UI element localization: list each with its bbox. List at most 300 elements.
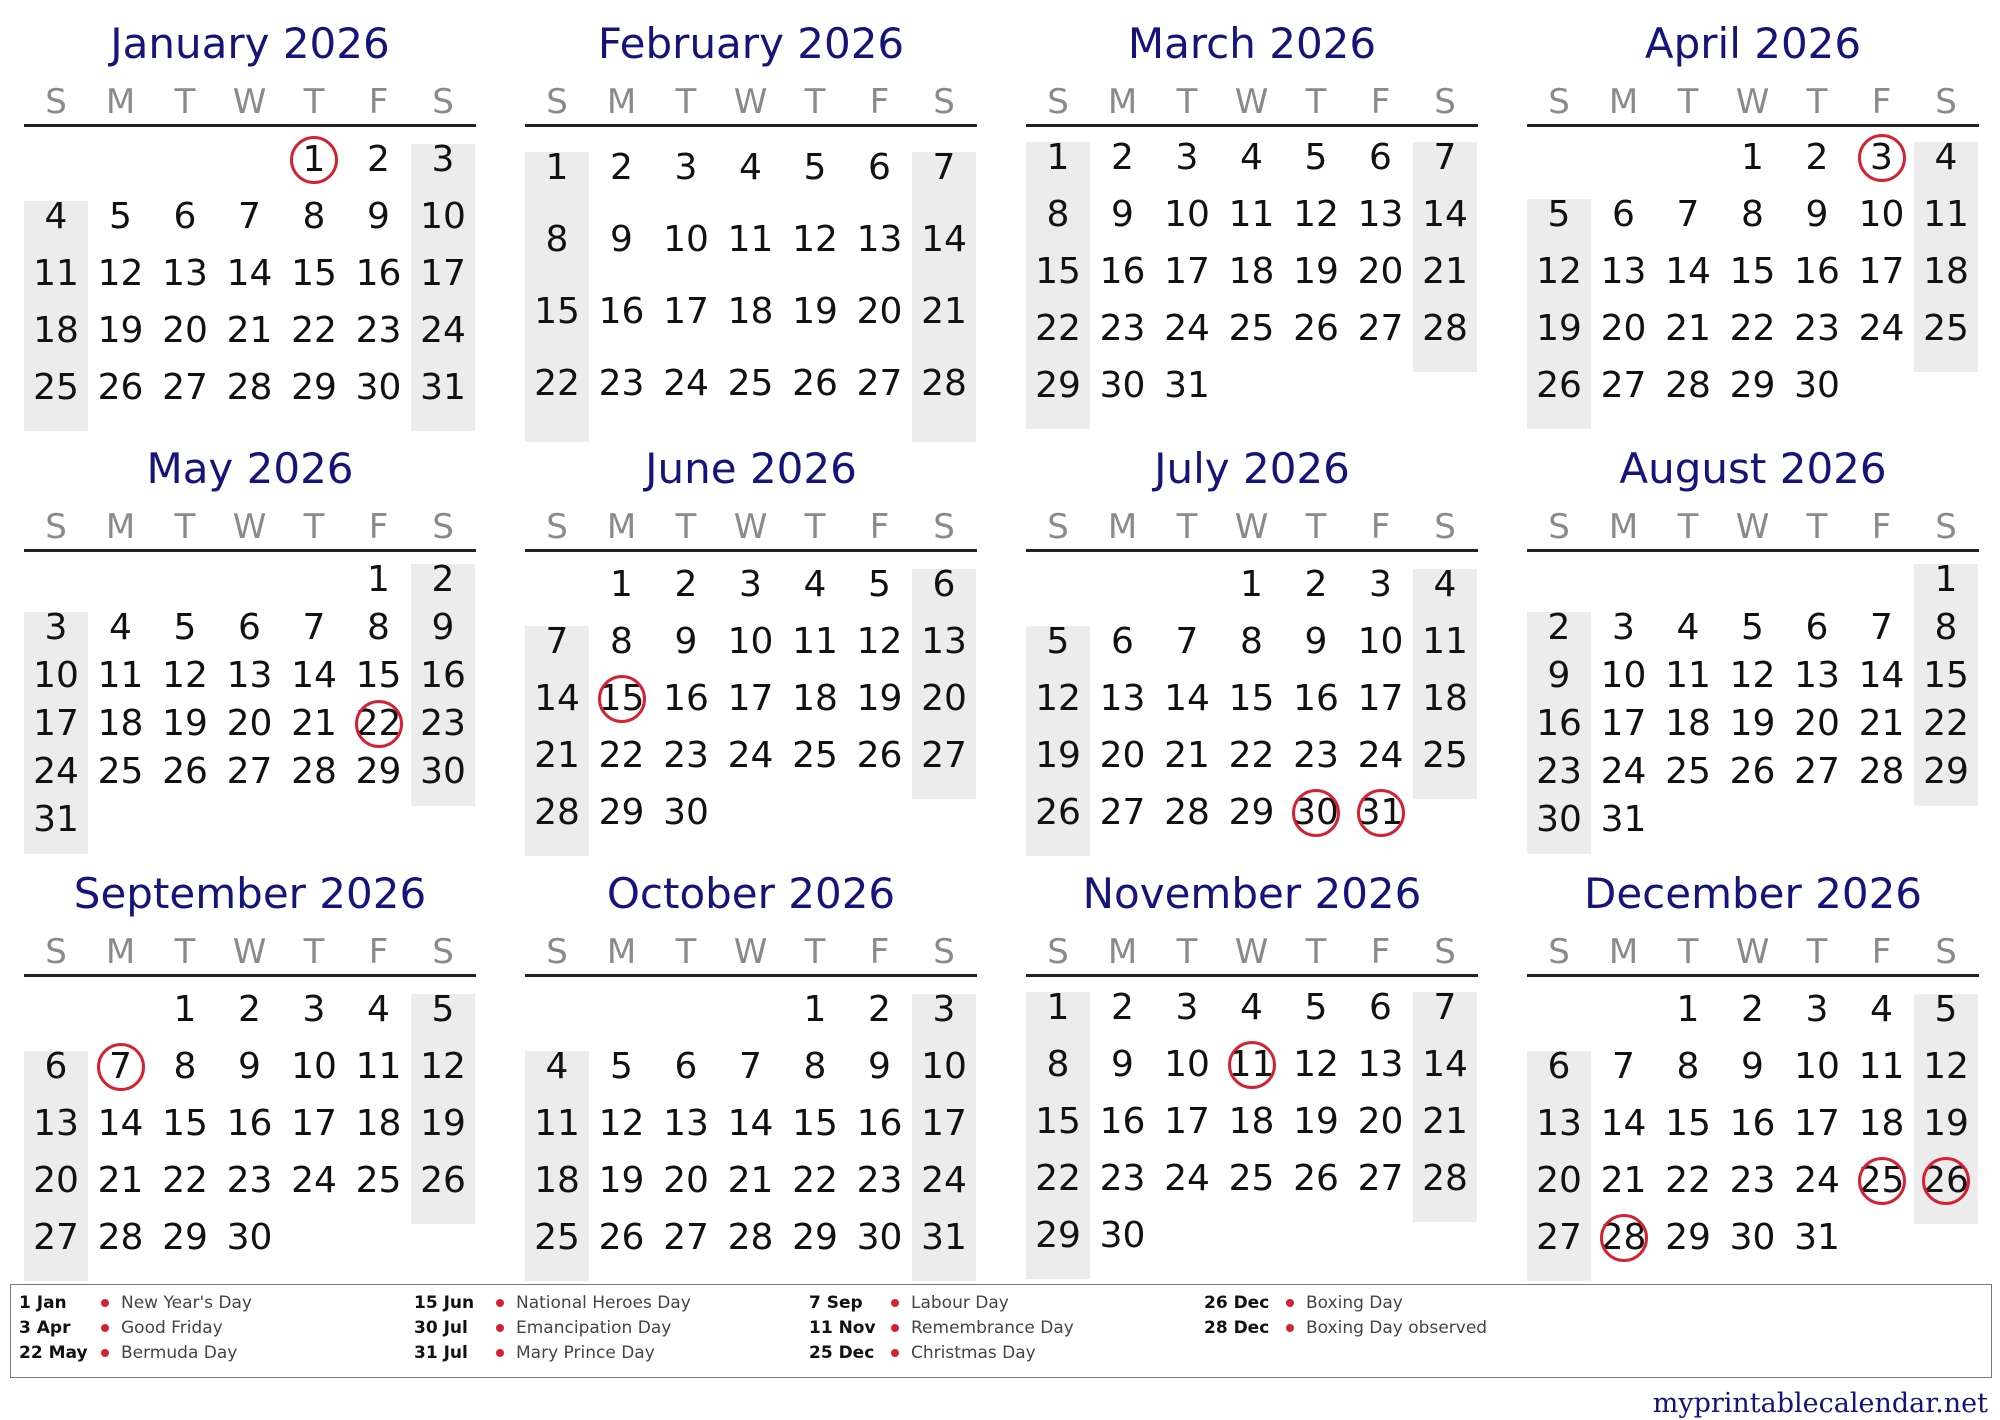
day-cell: 13: [921, 621, 967, 662]
day-cell: 30: [1794, 365, 1840, 406]
weekday-label: T: [1677, 932, 1699, 972]
day-cell: 11: [727, 219, 774, 260]
day-cell: 21: [1665, 308, 1711, 349]
weekday-label: F: [368, 932, 389, 972]
day-cell: 2: [238, 989, 261, 1030]
weekday-label: T: [1806, 82, 1828, 122]
day-cell: 12: [1293, 1044, 1339, 1085]
weekday-label: T: [675, 932, 697, 972]
day-cell: 14: [1665, 251, 1711, 292]
day-cell: 10: [727, 621, 774, 662]
day-cell: 15: [792, 1103, 838, 1144]
day-cell: 24: [1164, 308, 1210, 349]
day-cell: 20: [921, 678, 967, 719]
day-cell: 18: [1228, 1101, 1275, 1142]
day-cell: 30: [1099, 1215, 1146, 1256]
day-cell: 26: [792, 363, 838, 404]
day-cell: 5: [1934, 989, 1958, 1030]
day-cell: 11: [1228, 194, 1275, 235]
day-cell: 24: [33, 751, 79, 792]
weekday-label: T: [174, 932, 196, 972]
day-cell: 14: [1422, 194, 1468, 235]
day-cell: 10: [921, 1046, 967, 1087]
day-cell: 25: [727, 363, 774, 404]
day-cell: 21: [97, 1160, 144, 1201]
site-watermark: myprintablecalendar.net: [1652, 1388, 1988, 1419]
day-cell: 28: [1858, 751, 1905, 792]
day-cell: 17: [921, 1103, 967, 1144]
bullet-icon: [1286, 1324, 1294, 1332]
day-cell: 11: [1665, 655, 1711, 696]
weekday-label: M: [105, 932, 136, 972]
day-cell: 24: [420, 310, 466, 351]
day-cell: 27: [33, 1217, 79, 1258]
day-cell: 9: [367, 196, 390, 237]
day-cell: 15: [1665, 1103, 1711, 1144]
weekday-label: T: [1305, 932, 1327, 972]
legend-item: [19, 1316, 399, 1340]
day-cell: 25: [1923, 308, 1969, 349]
day-cell: 24: [1357, 735, 1404, 776]
day-cell: 5: [431, 989, 455, 1030]
legend-holiday-name: Boxing Day observed: [1306, 1318, 1488, 1338]
weekday-label: F: [869, 82, 890, 122]
day-cell: 23: [663, 735, 709, 776]
legend-item: [809, 1341, 1189, 1365]
day-cell: 16: [1099, 251, 1146, 292]
day-cell: 5: [109, 196, 132, 237]
day-cell: 10: [1600, 655, 1647, 696]
day-cell: 30: [1099, 365, 1146, 406]
day-cell: 6: [932, 564, 956, 605]
day-cell: 23: [355, 310, 402, 351]
day-cell: 24: [1600, 751, 1647, 792]
day-cell: 19: [1729, 703, 1776, 744]
day-cell: 23: [598, 363, 645, 404]
day-cell: 26: [162, 751, 208, 792]
weekday-label: T: [1176, 507, 1198, 547]
day-cell: 13: [1600, 251, 1647, 292]
day-cell: 29: [1228, 792, 1275, 833]
day-cell: 30: [856, 1217, 903, 1258]
header-divider: [525, 549, 977, 552]
weekday-label: S: [933, 507, 955, 547]
day-cell: 2: [367, 139, 390, 180]
day-cell: 31: [1794, 1217, 1840, 1258]
day-cell: 18: [97, 703, 144, 744]
day-cell: 28: [226, 367, 273, 408]
day-cell: 18: [1422, 678, 1468, 719]
day-cell: 16: [1293, 678, 1339, 719]
weekday-label: S: [1047, 507, 1069, 547]
legend-date: 26 Dec: [1204, 1293, 1270, 1313]
day-cell: 23: [226, 1160, 273, 1201]
legend-date: 22 May: [19, 1343, 88, 1363]
day-cell: 7: [1870, 607, 1893, 648]
weekday-label: W: [733, 507, 768, 547]
legend-date: 3 Apr: [19, 1318, 71, 1338]
day-cell: 17: [1164, 1101, 1210, 1142]
day-cell: 12: [97, 253, 144, 294]
header-divider: [24, 549, 476, 552]
day-cell: 3: [932, 989, 956, 1030]
day-cell: 16: [226, 1103, 273, 1144]
day-cell: 15: [598, 678, 645, 719]
day-cell: 15: [1035, 251, 1081, 292]
day-cell: 26: [1536, 365, 1582, 406]
legend-item: [1204, 1316, 1584, 1340]
legend-holiday-name: New Year's Day: [121, 1293, 252, 1313]
day-cell: 7: [545, 621, 569, 662]
day-cell: 11: [1228, 1044, 1275, 1085]
weekday-label: T: [303, 507, 325, 547]
day-cell: 4: [109, 607, 132, 648]
day-cell: 1: [1240, 564, 1263, 605]
day-cell: 3: [1612, 607, 1635, 648]
weekday-label: M: [1107, 507, 1138, 547]
day-cell: 21: [1164, 735, 1210, 776]
day-cell: 28: [1422, 308, 1468, 349]
day-cell: 13: [663, 1103, 709, 1144]
day-cell: 25: [792, 735, 838, 776]
day-cell: 19: [420, 1103, 466, 1144]
day-cell: 8: [1046, 1044, 1070, 1085]
day-cell: 7: [1612, 1046, 1635, 1087]
weekday-label: S: [432, 507, 454, 547]
weekday-label: F: [869, 932, 890, 972]
day-cell: 20: [33, 1160, 79, 1201]
day-cell: 30: [1293, 792, 1339, 833]
weekday-label: M: [1107, 932, 1138, 972]
weekday-label: T: [1677, 507, 1699, 547]
bullet-icon: [891, 1349, 899, 1357]
day-cell: 22: [598, 735, 645, 776]
day-cell: 8: [803, 1046, 827, 1087]
day-cell: 24: [663, 363, 709, 404]
day-cell: 17: [1600, 703, 1647, 744]
day-cell: 4: [1433, 564, 1457, 605]
weekday-label: W: [733, 932, 768, 972]
day-cell: 6: [1805, 607, 1829, 648]
day-cell: 12: [162, 655, 208, 696]
header-divider: [1026, 549, 1478, 552]
month-title: August 2026: [1619, 444, 1887, 493]
day-cell: 7: [1175, 621, 1199, 662]
day-cell: 20: [1536, 1160, 1582, 1201]
day-cell: 27: [1794, 751, 1840, 792]
day-cell: 31: [921, 1217, 967, 1258]
day-cell: 11: [1422, 621, 1468, 662]
day-cell: 23: [1536, 751, 1582, 792]
day-cell: 17: [727, 678, 774, 719]
legend-date: 7 Sep: [809, 1293, 863, 1313]
weekday-label: W: [1234, 507, 1269, 547]
day-cell: 8: [1676, 1046, 1700, 1087]
day-cell: 23: [856, 1160, 903, 1201]
weekday-label: W: [1234, 932, 1269, 972]
day-cell: 11: [33, 253, 79, 294]
day-cell: 28: [1164, 792, 1210, 833]
day-cell: 9: [1547, 655, 1571, 696]
day-cell: 21: [1422, 1101, 1468, 1142]
day-cell: 21: [1422, 251, 1468, 292]
day-cell: 25: [1422, 735, 1468, 776]
day-cell: 2: [431, 559, 455, 600]
day-cell: 10: [1164, 194, 1210, 235]
day-cell: 1: [803, 989, 827, 1030]
weekday-label: W: [232, 507, 267, 547]
weekday-label: W: [1735, 507, 1770, 547]
bullet-icon: [891, 1299, 899, 1307]
day-cell: 20: [1794, 703, 1840, 744]
day-cell: 12: [1729, 655, 1776, 696]
day-cell: 14: [226, 253, 273, 294]
legend-date: 28 Dec: [1204, 1318, 1270, 1338]
day-cell: 9: [431, 607, 455, 648]
day-cell: 12: [598, 1103, 645, 1144]
weekday-label: S: [432, 82, 454, 122]
header-divider: [24, 124, 476, 127]
day-cell: 6: [173, 196, 197, 237]
weekday-label: M: [1608, 82, 1639, 122]
day-cell: 23: [1099, 1158, 1146, 1199]
day-cell: 19: [856, 678, 903, 719]
weekday-label: W: [1735, 82, 1770, 122]
day-cell: 10: [291, 1046, 337, 1087]
day-cell: 27: [1357, 308, 1404, 349]
day-cell: 11: [534, 1103, 580, 1144]
day-cell: 11: [355, 1046, 402, 1087]
header-divider: [24, 974, 476, 977]
day-cell: 6: [238, 607, 261, 648]
day-cell: 23: [1099, 308, 1146, 349]
day-cell: 7: [739, 1046, 762, 1087]
day-cell: 21: [921, 291, 967, 332]
legend-holiday-name: Labour Day: [911, 1293, 1009, 1313]
day-cell: 15: [1228, 678, 1275, 719]
day-cell: 14: [1422, 1044, 1468, 1085]
day-cell: 28: [291, 751, 337, 792]
month-title: November 2026: [1082, 869, 1422, 918]
day-cell: 26: [1729, 751, 1776, 792]
day-cell: 3: [1805, 989, 1829, 1030]
weekday-label: T: [1176, 932, 1198, 972]
day-cell: 20: [856, 291, 903, 332]
day-cell: 22: [291, 310, 337, 351]
day-cell: 5: [1741, 607, 1764, 648]
day-cell: 4: [803, 564, 827, 605]
weekday-label: T: [174, 82, 196, 122]
weekday-label: T: [303, 82, 325, 122]
day-cell: 15: [162, 1103, 208, 1144]
weekday-label: T: [1305, 507, 1327, 547]
day-cell: 17: [420, 253, 466, 294]
day-cell: 9: [1111, 1044, 1134, 1085]
day-cell: 3: [431, 139, 455, 180]
day-cell: 7: [238, 196, 261, 237]
day-cell: 25: [1228, 308, 1275, 349]
day-cell: 29: [1729, 365, 1776, 406]
legend-date: 31 Jul: [414, 1343, 468, 1363]
day-cell: 9: [1741, 1046, 1764, 1087]
day-cell: 10: [1858, 194, 1905, 235]
weekday-label: T: [1806, 507, 1828, 547]
day-cell: 29: [291, 367, 337, 408]
day-cell: 21: [1600, 1160, 1647, 1201]
day-cell: 13: [1536, 1103, 1582, 1144]
day-cell: 18: [1665, 703, 1711, 744]
weekday-label: T: [1677, 82, 1699, 122]
day-cell: 26: [420, 1160, 466, 1201]
legend-holiday-name: National Heroes Day: [516, 1293, 691, 1313]
day-cell: 27: [921, 735, 967, 776]
day-cell: 3: [674, 147, 698, 188]
day-cell: 20: [1099, 735, 1146, 776]
day-cell: 7: [1433, 137, 1457, 178]
day-cell: 17: [291, 1103, 337, 1144]
day-cell: 18: [1858, 1103, 1905, 1144]
day-cell: 20: [1357, 1101, 1404, 1142]
day-cell: 14: [727, 1103, 774, 1144]
day-cell: 3: [44, 607, 68, 648]
day-cell: 22: [1228, 735, 1275, 776]
day-cell: 25: [534, 1217, 580, 1258]
day-cell: 8: [610, 621, 633, 662]
day-cell: 4: [739, 147, 762, 188]
legend-date: 25 Dec: [809, 1343, 875, 1363]
day-cell: 16: [1729, 1103, 1776, 1144]
day-cell: 1: [1676, 989, 1700, 1030]
day-cell: 27: [663, 1217, 709, 1258]
bullet-icon: [496, 1299, 504, 1307]
day-cell: 16: [355, 253, 402, 294]
day-cell: 2: [674, 564, 698, 605]
weekday-label: S: [546, 82, 568, 122]
day-cell: 16: [1099, 1101, 1146, 1142]
day-cell: 22: [792, 1160, 838, 1201]
day-cell: 14: [291, 655, 337, 696]
day-cell: 24: [1794, 1160, 1840, 1201]
day-cell: 4: [1240, 137, 1263, 178]
day-cell: 26: [1293, 1158, 1339, 1199]
weekday-label: T: [804, 932, 826, 972]
weekday-label: F: [368, 507, 389, 547]
legend-holiday-name: Emancipation Day: [516, 1318, 672, 1338]
day-cell: 13: [33, 1103, 79, 1144]
day-cell: 10: [33, 655, 79, 696]
day-cell: 5: [803, 147, 827, 188]
weekday-label: M: [1608, 507, 1639, 547]
day-cell: 15: [1923, 655, 1969, 696]
day-cell: 24: [1164, 1158, 1210, 1199]
day-cell: 28: [727, 1217, 774, 1258]
day-cell: 27: [1099, 792, 1146, 833]
day-cell: 8: [1741, 194, 1764, 235]
day-cell: 16: [1536, 703, 1582, 744]
day-cell: 29: [1035, 1215, 1081, 1256]
day-cell: 15: [291, 253, 337, 294]
legend-holiday-name: Christmas Day: [911, 1343, 1036, 1363]
day-cell: 27: [1536, 1217, 1582, 1258]
weekday-label: S: [45, 932, 67, 972]
day-cell: 9: [1304, 621, 1328, 662]
day-cell: 25: [33, 367, 79, 408]
day-cell: 6: [674, 1046, 698, 1087]
weekday-label: S: [546, 932, 568, 972]
day-cell: 7: [932, 147, 956, 188]
day-cell: 13: [1357, 194, 1404, 235]
weekday-label: T: [1305, 82, 1327, 122]
bullet-icon: [891, 1324, 899, 1332]
day-cell: 29: [598, 792, 645, 833]
legend-date: 15 Jun: [414, 1293, 475, 1313]
day-cell: 26: [1293, 308, 1339, 349]
day-cell: 2: [1547, 607, 1571, 648]
weekday-label: F: [1871, 932, 1892, 972]
day-cell: 25: [1665, 751, 1711, 792]
day-cell: 11: [1923, 194, 1969, 235]
weekday-label: F: [368, 82, 389, 122]
day-cell: 6: [1369, 137, 1392, 178]
day-cell: 9: [1805, 194, 1829, 235]
day-cell: 1: [1046, 137, 1070, 178]
weekday-label: W: [232, 932, 267, 972]
bullet-icon: [496, 1349, 504, 1357]
day-cell: 14: [1858, 655, 1905, 696]
day-cell: 17: [33, 703, 79, 744]
day-cell: 12: [1035, 678, 1081, 719]
day-cell: 21: [291, 703, 337, 744]
day-cell: 4: [1934, 137, 1958, 178]
day-cell: 2: [1805, 137, 1829, 178]
legend-item: [1204, 1291, 1584, 1315]
day-cell: 13: [226, 655, 273, 696]
day-cell: 22: [1665, 1160, 1711, 1201]
day-cell: 4: [1870, 989, 1893, 1030]
day-cell: 13: [1357, 1044, 1404, 1085]
header-divider: [1527, 124, 1979, 127]
day-cell: 1: [173, 989, 197, 1030]
day-cell: 25: [355, 1160, 402, 1201]
day-cell: 12: [792, 219, 838, 260]
weekday-label: M: [105, 82, 136, 122]
day-cell: 1: [1934, 559, 1958, 600]
weekday-label: M: [606, 507, 637, 547]
day-cell: 30: [355, 367, 402, 408]
weekday-label: M: [606, 932, 637, 972]
day-cell: 29: [792, 1217, 838, 1258]
day-cell: 5: [1046, 621, 1070, 662]
month-title: October 2026: [606, 869, 896, 918]
day-cell: 4: [545, 1046, 569, 1087]
bullet-icon: [101, 1324, 109, 1332]
day-cell: 26: [1035, 792, 1081, 833]
month-title: September 2026: [73, 869, 427, 918]
day-cell: 28: [1422, 1158, 1468, 1199]
day-cell: 17: [1164, 251, 1210, 292]
day-cell: 30: [663, 792, 709, 833]
day-cell: 9: [610, 219, 633, 260]
day-cell: 24: [921, 1160, 967, 1201]
day-cell: 16: [663, 678, 709, 719]
day-cell: 2: [868, 989, 891, 1030]
day-cell: 19: [1293, 251, 1339, 292]
day-cell: 8: [173, 1046, 197, 1087]
day-cell: 28: [921, 363, 967, 404]
day-cell: 6: [868, 147, 891, 188]
legend-item: [414, 1291, 794, 1315]
legend-holiday-name: Mary Prince Day: [516, 1343, 655, 1363]
